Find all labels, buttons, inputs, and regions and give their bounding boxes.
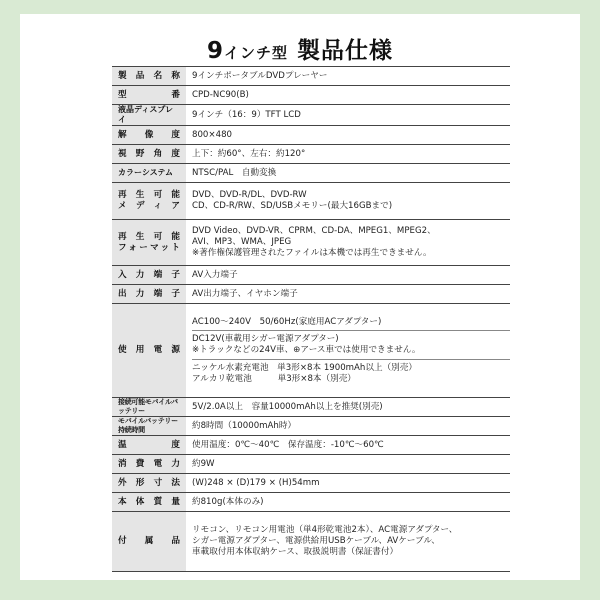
spec-label-text: 使用電源 <box>118 345 180 356</box>
spec-value-line: CPD-NC90(B) <box>192 89 249 100</box>
spec-label <box>112 474 186 493</box>
spec-value <box>186 86 510 105</box>
spec-row <box>112 304 510 398</box>
spec-table <box>112 66 510 572</box>
spec-label <box>112 512 186 572</box>
spec-value-line: ※著作権保護管理されたファイルは本機では再生できません。 <box>192 247 432 258</box>
spec-label-text: 温度 <box>118 439 180 450</box>
power-option <box>192 359 510 387</box>
spec-row <box>112 455 510 474</box>
spec-label-text: 外形寸法 <box>118 477 180 488</box>
spec-value-line: 約9W <box>192 458 215 469</box>
spec-row <box>112 105 510 126</box>
spec-row <box>112 67 510 86</box>
title-small: インチ型 <box>223 44 288 62</box>
spec-value-line: ※トラックなどの24V車、⊕アース車では使用できません。 <box>192 345 421 356</box>
spec-value-line: 約810g(本体のみ) <box>192 496 264 507</box>
spec-row <box>112 417 510 436</box>
spec-value-line: 9インチポータブルDVDプレーヤー <box>192 70 328 81</box>
power-option <box>192 314 510 331</box>
spec-label <box>112 493 186 512</box>
spec-value <box>186 285 510 304</box>
spec-label-text: 解像度 <box>118 129 180 140</box>
spec-label <box>112 285 186 304</box>
spec-row <box>112 266 510 285</box>
spec-label <box>112 266 186 285</box>
spec-value <box>186 493 510 512</box>
spec-value <box>186 304 510 398</box>
spec-value-line: AV入力端子 <box>192 269 238 280</box>
spec-row <box>112 164 510 183</box>
spec-value-line: AVI、MP3、WMA、JPEG <box>192 237 292 248</box>
spec-value-line: 使用温度：0℃～40℃ 保存温度：-10℃～60℃ <box>192 439 384 450</box>
spec-value-line: 5V/2.0A以上 容量10000mAh以上を推奨(別売) <box>192 401 383 412</box>
spec-row <box>112 398 510 417</box>
spec-label-text: 接続可能モバイルバッテリー <box>118 398 178 415</box>
spec-value-line: AV出力端子、イヤホン端子 <box>192 288 298 299</box>
spec-row <box>112 493 510 512</box>
spec-label <box>112 304 186 398</box>
spec-label-text: 再生可能 <box>118 190 180 201</box>
spec-label <box>112 105 186 126</box>
spec-value <box>186 145 510 164</box>
spec-value-line: 上下：約60°、左右：約120° <box>192 148 306 159</box>
spec-value-line: DC12V(車載用シガー電源アダプター) <box>192 334 339 345</box>
spec-label <box>112 164 186 183</box>
spec-label-text: 液晶ディスプレイ <box>118 105 174 124</box>
spec-value-line: アルカリ乾電池 単3形×8本（別売） <box>192 373 356 384</box>
spec-value-line: 9インチ（16：9）TFT LCD <box>192 109 301 120</box>
spec-label <box>112 398 186 417</box>
spec-value-line: 車載取付用本体収納ケース、取扱説明書（保証書付） <box>192 546 399 557</box>
spec-row <box>112 86 510 105</box>
spec-label <box>112 86 186 105</box>
spec-value <box>186 398 510 417</box>
spec-value-line: 約8時間（10000mAh時） <box>192 420 297 431</box>
spec-value-line: DVD Video、DVD-VR、CPRM、CD-DA、MPEG1、MPEG2、 <box>192 226 436 237</box>
spec-label <box>112 436 186 455</box>
spec-label <box>112 455 186 474</box>
spec-row <box>112 512 510 572</box>
spec-value <box>186 474 510 493</box>
spec-label-text: 出力端子 <box>118 288 180 299</box>
spec-row <box>112 145 510 164</box>
spec-value-line: DVD、DVD-R/DL、DVD-RW <box>192 190 307 201</box>
spec-label-text: 型番 <box>118 89 180 100</box>
spec-value <box>186 455 510 474</box>
spec-value-line: ニッケル水素充電池 単3形×8本 1900mAh以上（別売） <box>192 362 417 373</box>
spec-label-text: モバイルバッテリー持続時間 <box>118 417 178 434</box>
spec-label-text: 本体質量 <box>118 496 180 507</box>
spec-label <box>112 183 186 220</box>
spec-label-text: フォーマット <box>118 242 180 253</box>
spec-label <box>112 417 186 436</box>
power-option <box>192 330 510 358</box>
spec-label-text: 付属品 <box>118 536 180 547</box>
spec-value-line: CD、CD-R/RW、SD/USBメモリー(最大16GBまで) <box>192 201 393 211</box>
spec-label-text: 再生可能 <box>118 231 180 242</box>
spec-label-text: カラーシステム <box>118 168 174 177</box>
page-title <box>20 32 580 65</box>
spec-value <box>186 126 510 145</box>
title-rest: 製品仕様 <box>288 38 394 64</box>
spec-value-line: (W)248 × (D)179 × (H)54mm <box>192 477 320 488</box>
spec-label <box>112 126 186 145</box>
spec-row <box>112 183 510 220</box>
spec-label-text: 入力端子 <box>118 269 180 280</box>
title-number: 9 <box>206 38 224 64</box>
spec-value-line: NTSC/PAL 自動変換 <box>192 167 277 178</box>
spec-value <box>186 220 510 266</box>
spec-value-line: シガー電源アダプター、電源供給用USBケーブル、AVケーブル、 <box>192 536 440 547</box>
spec-label-text: メディア <box>118 201 180 211</box>
spec-label-text: 視野角度 <box>118 148 180 159</box>
spec-row <box>112 285 510 304</box>
spec-row <box>112 126 510 145</box>
spec-label <box>112 220 186 266</box>
spec-value-line: 800×480 <box>192 129 233 140</box>
spec-label-text: 消費電力 <box>118 458 180 469</box>
spec-value <box>186 105 510 126</box>
spec-value <box>186 417 510 436</box>
spec-label <box>112 67 186 86</box>
spec-value <box>186 436 510 455</box>
spec-label <box>112 145 186 164</box>
spec-value <box>186 67 510 86</box>
spec-value-line: AC100～240V 50/60Hz(家庭用ACアダプター) <box>192 316 382 327</box>
spec-row <box>112 436 510 455</box>
spec-value <box>186 164 510 183</box>
spec-value <box>186 512 510 572</box>
spec-value <box>186 266 510 285</box>
spec-value <box>186 183 510 220</box>
spec-sheet <box>20 14 580 580</box>
spec-label-text: 製品名称 <box>118 70 180 81</box>
spec-row <box>112 474 510 493</box>
spec-row <box>112 220 510 266</box>
spec-value-line: リモコン、リモコン用電池（単4形乾電池2本）、AC電源アダプター、 <box>192 525 458 536</box>
